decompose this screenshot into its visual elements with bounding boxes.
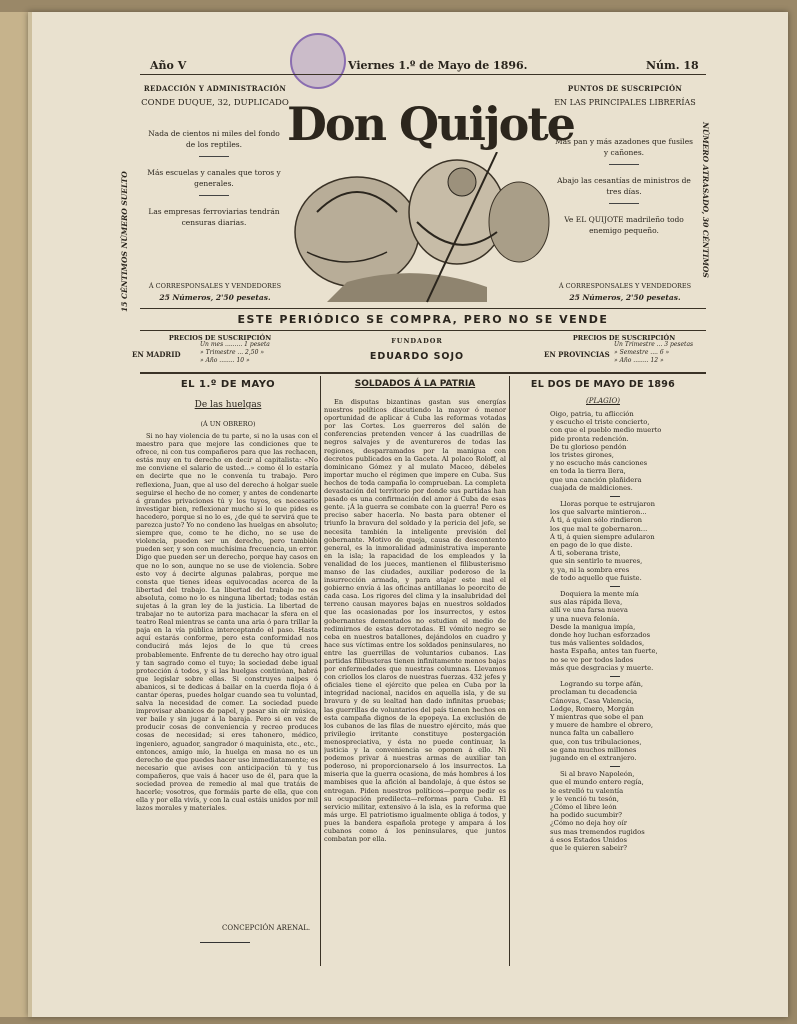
poem-body bbox=[550, 410, 700, 970]
poem-line: Á ti, á quien sólo rindieron bbox=[550, 516, 643, 525]
poem-line: Lloras porque te estrujaron bbox=[560, 500, 655, 509]
year-label: Año V bbox=[150, 59, 187, 72]
poem-line: y le venció tu tesón, bbox=[550, 794, 619, 803]
poem-line: tus más valientes soldados, bbox=[550, 639, 645, 648]
poem-line: más que desgracias y muerte. bbox=[550, 663, 654, 672]
ornament bbox=[200, 942, 250, 943]
poem-line: á esos Estados Unidos bbox=[550, 835, 627, 844]
newspaper-title: Don Quijote bbox=[287, 97, 574, 151]
price-row: » Semestre .... 6 » bbox=[614, 349, 670, 356]
founder-label: FUNDADOR bbox=[391, 337, 443, 345]
poem-line: que el mundo entero regía, bbox=[550, 778, 644, 787]
right-vendors-price: 25 Números, 2'50 pesetas. bbox=[569, 293, 681, 302]
poem-line: Oigo, patria, tu aflicción bbox=[550, 410, 634, 418]
article-signature: CONCEPCIÓN ARENAL. bbox=[222, 924, 311, 932]
left-motto: Las empresas ferroviarias tendrán censuras diarias. bbox=[148, 207, 280, 227]
price-row: Un mes ......... 1 peseta bbox=[200, 341, 270, 348]
price-row: » Trimestre ... 2,50 » bbox=[200, 349, 264, 356]
poem-line: se gana muchos millones bbox=[550, 745, 637, 754]
price-row: » Año ........ 12 » bbox=[614, 357, 664, 364]
poem-line: Si al bravo Napoleón, bbox=[560, 770, 635, 779]
poem-line: en pago de lo que diste. bbox=[550, 541, 633, 550]
left-motto: Más escuelas y canales que toros y generales. bbox=[147, 168, 281, 188]
poem-line: los que salvarte mintieron... bbox=[550, 508, 647, 517]
price-right-rows bbox=[614, 341, 693, 365]
binding-edge bbox=[0, 12, 30, 1017]
poem-line: Logrando su torpe afán, bbox=[560, 680, 644, 689]
article-body: Si no hay violencia de tu parte, si no la usas con el maestro para que mejore las condiciones que te ofrece, ni con tus compañeros para que las rechacen, estás muy en tu derecho en decir al capitalista: «No me conviene el salario de usted...» como él lo estaría en decirte que no le convenía tu trabajo. Pero reflexiona, Juan, que al uso del derecho á holgar suele seguirse el hecho de no comer, y antes de condenarte á grandes privaciones tú y los tuyos, es necesario investigar bien, reflexionar mucho si lo que pides es hacedero, porque si no lo es, ¿de qué te servirá que te parezca justo? Yo no condeno las huelgas en absoluto; siempre que, como te he dicho, no se use de violencia, pueden ser un derecho, pero también pueden ser, y son con muchísima frecuencia, un error. Digo que pueden ser un derecho, porque hay casos en que no lo son, aunque no se use de violencia. Sobre esto voy á decirte algunas palabras, porque me consta que tienes ideas equivocadas acerca de la libertad del trabajo. La libertad del trabajo no es absoluta, como no lo es ninguna libertad; todas están sujetas á la gran ley de la justicia. La libertad de trabajar no te autoriza para machacar la sfera en el teatro Real mientras se canta una aria ó para trillar la paja en la vía pública interceptando el paso. Hasta aquí estarás conforme, pero esta conformidad nos conducirá más lejos de lo que tú crees probablemente. Enfrente de tu derecho hay otro igual y tan sagrado como el tuyo; la sociedad debe igual protección á todos, y si las huelgas continúan, habrá que legislar sobre ellas. Si construyes naipes ó abanicos, si te dedicas á bailar en la cuerda floja ó á cantar óperas, puedes holgar cuando sea tu voluntad, salva la necesidad de comer. La sociedad puede improvisar abanicos de papel, y pasar sin oír música, ver baile y sin jugar á la baraja. Pero si en vez de producir cosas de conveniencia y recreo produces cosas de necesidad; si eres tahonero, médico, ingeniero, aguador, sangrador ó maquinista, etc., etc., entonces, amigo mío, la huelga en masa no es un derecho de que puedes hacer uso inmediatamente; es necesario que avises con anticipación tú y tus compañeros, que vais á hacer uso de él, para que la sociedad provea de remedio al mal que tratáis de hacerle; vosotros, que formáis parte de ella, que con ella y por ella vivís, y con la cual estáis unidos por mil lazos morales y materiales. bbox=[136, 432, 318, 813]
poem-line: ¿Cómo el libre león bbox=[550, 802, 617, 811]
poem-line: Doquiera la mente mía bbox=[560, 590, 639, 599]
poem-line: sus alas rápida lleva, bbox=[550, 598, 623, 607]
article-body: En disputas bizantinas gastan sus energías nuestros políticos discutiendo la mayor ó menor oportunidad de aplicar á Cuba las reformas votadas por las Cortes. Los guerreros del salón de conferencias pretenden vencer á las cuadrillas de negros salvajes y de aventureros de todas las regiones, desparramados por la manigua con decretos publicados en la Gaceta. Al polaco Roloff, al dominicano Gómez y al mulato Maceo, débeles importar mucho el régimen que impere en Cuba. Sus hechos de toda campaña lo comprueban. La completa devastación del territorio por donde sus partidas han pasado es una confirmación del amor á Cuba de esas gente. ¡Á la guerra se combate con la guerra! Pero es preciso saber hacerla. No basta para obtener el triunfo la bravura del soldado y la pericia del jefe, se necesita también la inteligente previsión del gobernante. Motivo de queja, causa de descontento general, es la inmoralidad administrativa imperante en la isla; la rapacidad de los empleados y la venalidad de los jueces, mantienen el filibusterismo manso de las ciudades, auxiliar poderoso de la insurrección armada, y para atajar este mal el gobierno envía á las oficinas antillanas lo peorcito de cada casa. Los rigores del clima y la insalubridad del terreno causan mayores bajas en nuestros soldados que las ocasionadas por los insurrectos, y estos gobernantes dementados no estudian el medio de redimirnos de estas derrotadas. El vómito negro se ceba en nuestros batallones, dejándolos en cuadro y hace sus víctimas entre los soldados peninsulares, no entre las guerrillas de voluntarios cubanos. Las partidas filibusteras tienen infinitamente menos bajas por enfermedades que nuestras columnas. Llevamos con criollos los claros de nuestras fuerzas. 432 jefes y oficiales tiene el ejército que pelea en Cuba por la integridad nacional, nacidos en aquella isla, y de su bravura y de su lealtad han dado infinitas pruebas; las guerrillas de voluntarios del país tienen hechos en esta campaña dignos de la epopeya. La exclusión de los cubanos de las filas de nuestro ejército, más que privilegio irritante constituye postergación menospreciativa, y ésta no puede continuar, la justicia y la conveniencia se oponen á ello. Ni podemos privar á nuestras armas de auxiliar tan poderoso, ni proporcionarselo á los insurrectos. La miseria que la guerra ocasiona, de más hombres á los mambises que la afición al bandolaje, á que éstos se entregan. Piden nuestros políticos—porque pedir es su ocupación predilecta—reformas para Cuba. El servicio militar, extensivo á la isla, es la reforma que más urge. El patriotismo igualmente obliga á todos, y pues la bandera española protege y ampara á los cubanos como á los peninsulares, que juntos combatan por ella. bbox=[324, 398, 506, 844]
poem-line: le estrelló tu valentía bbox=[550, 786, 624, 795]
poem-line: nunca falta un caballero bbox=[550, 729, 634, 738]
stanza-separator bbox=[610, 766, 620, 767]
single-issue-price: 15 CÉNTIMOS NÚMERO SUELTO bbox=[120, 171, 129, 312]
price-left-title: PRECIOS DE SUSCRIPCIÓN bbox=[168, 334, 272, 342]
poem-line: en toda la tierra llera, bbox=[550, 467, 626, 476]
left-mottos bbox=[144, 128, 284, 228]
poem-line: Á ti, á quien siempre adularon bbox=[550, 532, 655, 541]
left-vendors-price: 25 Números, 2'50 pesetas. bbox=[159, 293, 271, 302]
price-left-rows bbox=[200, 341, 270, 365]
poem-line: de todo aquello que fuiste. bbox=[550, 573, 642, 582]
subscription-points-label: PUNTOS DE SUSCRIPCIÓN bbox=[567, 84, 683, 93]
poem-line: Á ti, soberana triste, bbox=[550, 549, 621, 558]
poem-line: cuajada de maldiciones. bbox=[550, 483, 633, 492]
slogan: ESTE PERIÓDICO SE COMPRA, PERO NO SE VENDE bbox=[237, 313, 609, 326]
poem-line: que sin sentirlo te mueres, bbox=[550, 557, 643, 566]
subscription-points: EN LAS PRINCIPALES LIBRERÍAS bbox=[554, 98, 696, 107]
don-quixote-illustration bbox=[287, 152, 555, 304]
right-motto: Ve EL QUIJOTE madrileño todo enemigo pequeño. bbox=[564, 215, 684, 235]
price-row: Un Trimestre ... 3 pesetas bbox=[614, 341, 694, 348]
poem-line: ha podido sucumbir? bbox=[550, 811, 623, 820]
poem-line: no se ve por todos lados bbox=[550, 655, 634, 664]
left-motto: Nada de cientos ni miles del fondo de los reptiles. bbox=[148, 129, 280, 149]
right-motto: Abajo las cesantías de ministros de tres días. bbox=[557, 176, 691, 196]
poem-stanza bbox=[550, 500, 700, 582]
price-right-title: PRECIOS DE SUSCRIPCIÓN bbox=[572, 334, 676, 342]
right-motto: Más pan y más azadones que fusiles y cañones. bbox=[554, 137, 693, 157]
left-vendors-label: Á CORRESPONSALES Y VENDEDORES bbox=[148, 282, 282, 290]
poem-line: los tristes girones, bbox=[550, 451, 614, 460]
poem-stanza bbox=[550, 410, 700, 492]
founder-name: EDUARDO SOJO bbox=[369, 351, 465, 362]
poem-line: Lodge, Romero, Morgán bbox=[550, 704, 635, 713]
price-row: » Año ........ 10 » bbox=[200, 357, 250, 364]
article-title: EL 1.º DE MAYO bbox=[180, 379, 276, 390]
rule bbox=[140, 372, 706, 374]
poem-line: y escucho el triste concierto, bbox=[550, 418, 650, 427]
stanza-separator bbox=[610, 586, 620, 587]
poem-line: Y mientras que sobe el pan bbox=[550, 712, 644, 721]
poem-line: los que mal te gobernaron... bbox=[550, 524, 648, 533]
poem-stanza bbox=[550, 590, 700, 672]
poem-line: Cánovas, Casa Valencia, bbox=[550, 696, 634, 705]
issue-number: Núm. 18 bbox=[646, 59, 699, 72]
poem-stanza bbox=[550, 680, 700, 762]
poem-line: y una nueva felonía. bbox=[550, 614, 620, 623]
price-right-place: EN PROVINCIAS bbox=[544, 350, 610, 359]
rule bbox=[140, 330, 706, 331]
top-rule bbox=[140, 74, 706, 75]
poem-line: proclaman tu decadencia bbox=[550, 688, 638, 697]
right-vendors-label: Á CORRESPONSALES Y VENDEDORES bbox=[558, 282, 692, 290]
poem-stanza bbox=[550, 770, 700, 852]
article-subtitle: De las huelgas bbox=[194, 400, 262, 410]
poem-line: que le quieren sabeir? bbox=[550, 843, 627, 852]
poem-line: pide pronta redención. bbox=[550, 434, 629, 443]
stanza-separator bbox=[610, 496, 620, 497]
poem-subtitle: (PLAGIO) bbox=[586, 397, 620, 405]
editorial-address: CONDE DUQUE, 32, DUPLICADO bbox=[141, 98, 289, 108]
poem-line: sus mas tremendos rugidos bbox=[550, 827, 645, 836]
poem-line: que, con tus tribulaciones, bbox=[550, 737, 642, 746]
issue-date: Viernes 1.º de Mayo de 1896. bbox=[348, 59, 528, 72]
poem-line: donde hoy luchan esforzados bbox=[550, 631, 651, 640]
poem-line: con que el pueblo medio muerto bbox=[550, 426, 662, 435]
poem-line: jugando en el extranjero. bbox=[550, 753, 637, 762]
article-dedication: (Á UN OBRERO) bbox=[200, 420, 256, 428]
poem-line: y muere de hambre el obrero, bbox=[550, 721, 654, 730]
column-rule bbox=[320, 376, 321, 966]
price-left-place: EN MADRID bbox=[132, 350, 181, 359]
poem-line: ¿Cómo no deja hoy oír bbox=[550, 819, 627, 828]
column-rule bbox=[509, 376, 510, 966]
newspaper-page bbox=[28, 12, 788, 1017]
editorial-office-label: REDACCIÓN Y ADMINISTRACIÓN bbox=[143, 84, 287, 93]
poem-line: allí ve una farsa nueva bbox=[550, 606, 628, 615]
back-issue-price: NÚMERO ATRASADO, 30 CÉNTIMOS bbox=[701, 122, 710, 278]
poem-line: hasta España, antes tan fuerte, bbox=[550, 647, 658, 656]
rule bbox=[140, 308, 706, 309]
poem-line: y, ya, ni la sombra eres bbox=[550, 565, 630, 574]
poem-line: y no escucho más canciones bbox=[550, 459, 648, 468]
right-mottos bbox=[554, 136, 694, 236]
poem-line: Desde la manigua impía, bbox=[550, 622, 636, 631]
stanza-separator bbox=[610, 676, 620, 677]
library-stamp-icon bbox=[290, 33, 346, 89]
poem-line: que una canción plañidera bbox=[550, 475, 642, 484]
poem-title: EL DOS DE MAYO DE 1896 bbox=[530, 379, 676, 390]
poem-line: De tu glorioso pendón bbox=[550, 442, 627, 451]
article-title: SOLDADOS Á LA PATRIA bbox=[354, 379, 476, 389]
